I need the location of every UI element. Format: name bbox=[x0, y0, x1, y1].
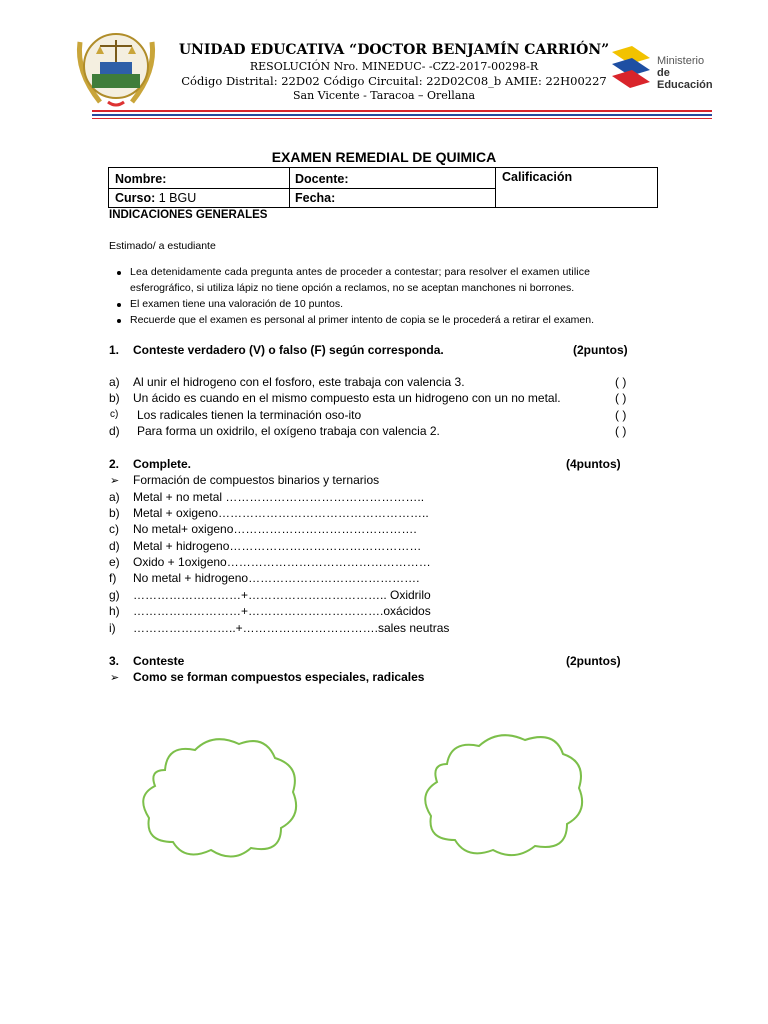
arrow-bullet-icon: ➢ bbox=[110, 671, 120, 684]
instructions-heading: INDICACIONES GENERALES bbox=[109, 209, 268, 221]
q2-h-text[interactable]: ………………………+…………………………….oxácidos bbox=[133, 604, 431, 618]
q3-subtitle: Como se forman compuestos especiales, radicales bbox=[133, 670, 425, 684]
q2-points: (4puntos) bbox=[566, 457, 621, 471]
q1-d-label: d) bbox=[109, 424, 120, 438]
q3-points: (2puntos) bbox=[566, 654, 621, 668]
q2-i-label: i) bbox=[109, 621, 116, 635]
answer-cloud-right[interactable] bbox=[415, 728, 591, 862]
instruction-1: Lea detenidamente cada pregunta antes de proceder a contestar; para resolver el examen utilice bbox=[130, 266, 591, 278]
instruction-3: Recuerde que el examen es personal al primer intento de copia se le procederá a retirar el examen. bbox=[130, 314, 595, 326]
q1-text: Conteste verdadero (V) o falso (F) según corresponda. bbox=[133, 343, 444, 357]
q1-b-label: b) bbox=[109, 391, 120, 405]
q2-d-label: d) bbox=[109, 539, 120, 553]
q2-a-text[interactable]: Metal + no metal ………………………………………….. bbox=[133, 490, 425, 504]
name-field[interactable]: Nombre: bbox=[115, 172, 167, 186]
grade-field[interactable]: Calificación bbox=[502, 170, 573, 184]
q2-i-text[interactable]: ……………………..+…………………………….sales neutras bbox=[133, 621, 450, 635]
q2-f-label: f) bbox=[109, 571, 117, 585]
header-rule-red-2 bbox=[92, 118, 712, 119]
q1-d-text: Para forma un oxidrilo, el oxígeno trabaja con valencia 2. bbox=[137, 424, 440, 438]
q1-b-answer[interactable]: ( ) bbox=[615, 391, 627, 405]
q2-text: Complete. bbox=[133, 457, 192, 471]
bullet-dot bbox=[117, 303, 121, 307]
q2-h-label: h) bbox=[109, 604, 120, 618]
q1-c-label: c) bbox=[110, 409, 119, 420]
q1-c-text: Los radicales tienen la terminación oso-ito bbox=[137, 408, 362, 422]
date-field[interactable]: Fecha: bbox=[295, 191, 336, 205]
q2-c-label: c) bbox=[109, 522, 119, 536]
instruction-2: El examen tiene una valoración de 10 puntos. bbox=[130, 298, 344, 310]
q3-text: Conteste bbox=[133, 654, 185, 668]
location: San Vicente - Taracoa – Orellana bbox=[292, 89, 476, 102]
q2-number: 2. bbox=[109, 457, 120, 471]
arrow-bullet-icon: ➢ bbox=[110, 474, 120, 487]
q1-a-text: Al unir el hidrogeno con el fosforo, este trabaja con valencia 3. bbox=[133, 375, 465, 389]
q1-a-label: a) bbox=[109, 375, 120, 389]
ministry-label-1: Ministerio bbox=[657, 55, 705, 67]
answer-cloud-left[interactable] bbox=[135, 730, 305, 862]
q1-b-text: Un ácido es cuando en el mismo compuesto esta un hidrogeno con un no metal. bbox=[133, 391, 561, 405]
q1-points: (2puntos) bbox=[573, 343, 628, 357]
teacher-field[interactable]: Docente: bbox=[295, 172, 349, 186]
greeting: Estimado/ a estudiante bbox=[109, 240, 216, 252]
q2-b-text[interactable]: Metal + oxigeno…………………………………………….. bbox=[133, 506, 429, 520]
student-info-table bbox=[108, 167, 658, 208]
course-field[interactable]: Curso: 1 BGU bbox=[115, 191, 197, 205]
ministry-label-2: de Educación bbox=[657, 67, 713, 91]
q2-f-text[interactable]: No metal + hidrogeno……………………………………. bbox=[133, 571, 420, 585]
q1-a-answer[interactable]: ( ) bbox=[615, 375, 627, 389]
exam-title: EXAMEN REMEDIAL DE QUIMICA bbox=[271, 149, 497, 165]
q2-g-text[interactable]: ………………………+…………………………….. Oxidrilo bbox=[133, 588, 431, 602]
q1-d-answer[interactable]: ( ) bbox=[615, 424, 627, 438]
q2-d-text[interactable]: Metal + hidrogeno………………………………………… bbox=[133, 539, 422, 553]
q2-a-label: a) bbox=[109, 490, 120, 504]
q1-number: 1. bbox=[109, 343, 120, 357]
q1-c-answer[interactable]: ( ) bbox=[615, 408, 627, 422]
header-rule-blue bbox=[92, 114, 712, 116]
school-name: UNIDAD EDUCATIVA “DOCTOR BENJAMÍN CARRIÓN” bbox=[178, 42, 610, 58]
q2-g-label: g) bbox=[109, 588, 120, 602]
q3-number: 3. bbox=[109, 654, 120, 668]
ministry-logo bbox=[610, 44, 720, 92]
bullet-dot bbox=[117, 271, 121, 275]
resolution-number: RESOLUCIÓN Nro. MINEDUC- -CZ2-2017-00298-R bbox=[249, 60, 539, 73]
q2-b-label: b) bbox=[109, 506, 120, 520]
ecuador-flag-icon bbox=[610, 44, 654, 92]
q2-e-label: e) bbox=[109, 555, 120, 569]
instruction-1-cont: esferográfico, si utiliza lápiz no tiene opción a reclamos, no se aceptan manchones ni borrones. bbox=[130, 282, 575, 294]
institution-codes: Código Distrital: 22D02 Código Circuital: 22D02C08_b AMIE: 22H00227 bbox=[181, 74, 607, 88]
bullet-dot bbox=[117, 319, 121, 323]
q2-c-text[interactable]: No metal+ oxigeno………………………………………. bbox=[133, 522, 417, 536]
q2-subtitle: Formación de compuestos binarios y ternarios bbox=[133, 473, 380, 487]
q2-e-text[interactable]: Oxido + 1oxigeno…………………………………………… bbox=[133, 555, 431, 569]
header-rule-red bbox=[92, 110, 712, 112]
